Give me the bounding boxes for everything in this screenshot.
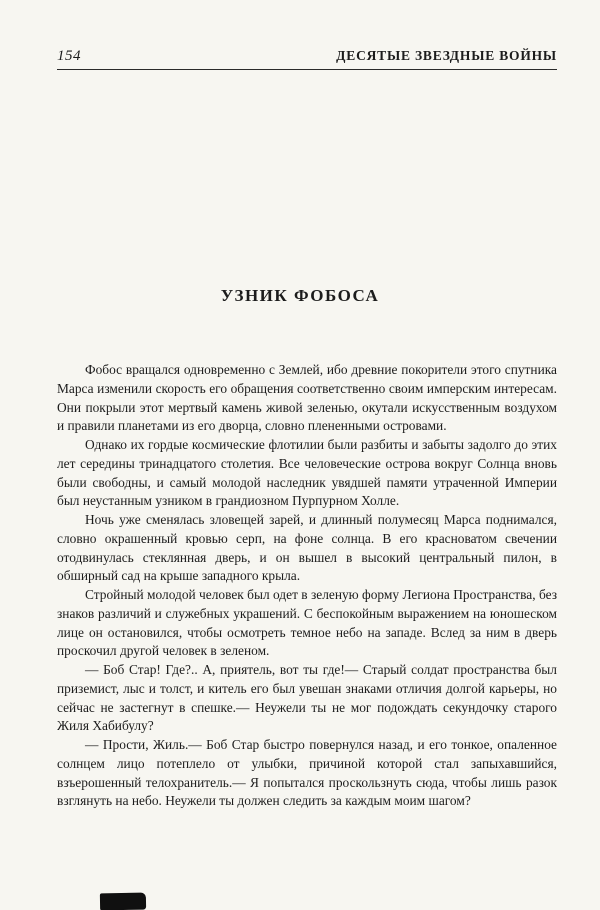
scan-artifact bbox=[100, 893, 146, 910]
paragraph: Однако их гордые космические флотилии были разбиты и забыты задолго до этих лет середины тринадцатого столетия. Все человеческие острова вокруг Солнца вновь были свободны, и самый молодой наследник увядшей памяти утраченной Империи был неустанным узником в грандиозном Пурпурном Холле. bbox=[57, 437, 557, 509]
header-rule bbox=[57, 69, 557, 70]
paragraph: Фобос вращался одновременно с Землей, ибо древние покорители этого спутника Марса изменили скорость его обращения соответственно своим имперским интересам. Они покрыли этот мертвый камень живой зеленью, окутали искусственным воздухом и правили планетами из его дворца, словно плененными островами. bbox=[57, 362, 557, 434]
page-header bbox=[57, 48, 557, 65]
chapter-title: УЗНИК ФОБОСА bbox=[220, 286, 380, 305]
paragraph: Стройный молодой человек был одет в зеленую форму Легиона Пространства, без знаков различий и служебных украшений. С беспокойным выражением на юношеском лице он остановился, чтобы осмотреть темное небо на западе. Вслед за ним в дверь проскочил другой человек в зеленом. bbox=[57, 587, 557, 659]
paragraph: — Прости, Жиль.— Боб Стар быстро повернулся назад, и его тонкое, опаленное солнцем лицо потеплело от улыбки, причиной которой стал запыхавшийся, взъерошенный телохранитель.— Я попытался проскользнуть сюда, чтобы лишь разок взглянуть на небо. Неужели ты должен следить за каждым моим шагом? bbox=[57, 737, 557, 809]
body-text bbox=[57, 361, 557, 811]
page-number: 154 bbox=[57, 48, 81, 64]
paragraph: — Боб Стар! Где?.. А, приятель, вот ты где!— Старый солдат пространства был приземист, лыс и толст, и китель его был увешан знаками отличия долгой карьеры, но сейчас не застегнут в спешке.— Неужели ты не мог подождать секундочку старого Жиля Хабибулу? bbox=[57, 662, 557, 734]
running-title: ДЕСЯТЫЕ ЗВЕЗДНЫЕ ВОЙНЫ bbox=[336, 48, 557, 63]
paragraph: Ночь уже сменялась зловещей зарей, и длинный полумесяц Марса поднимался, словно окрашенный кровью серп, на фоне солнца. В его красноватом свечении отодвинулась стеклянная дверь, и он вышел в высокий центральный пилон, в обширный сад на крыше западного крыла. bbox=[57, 512, 557, 584]
